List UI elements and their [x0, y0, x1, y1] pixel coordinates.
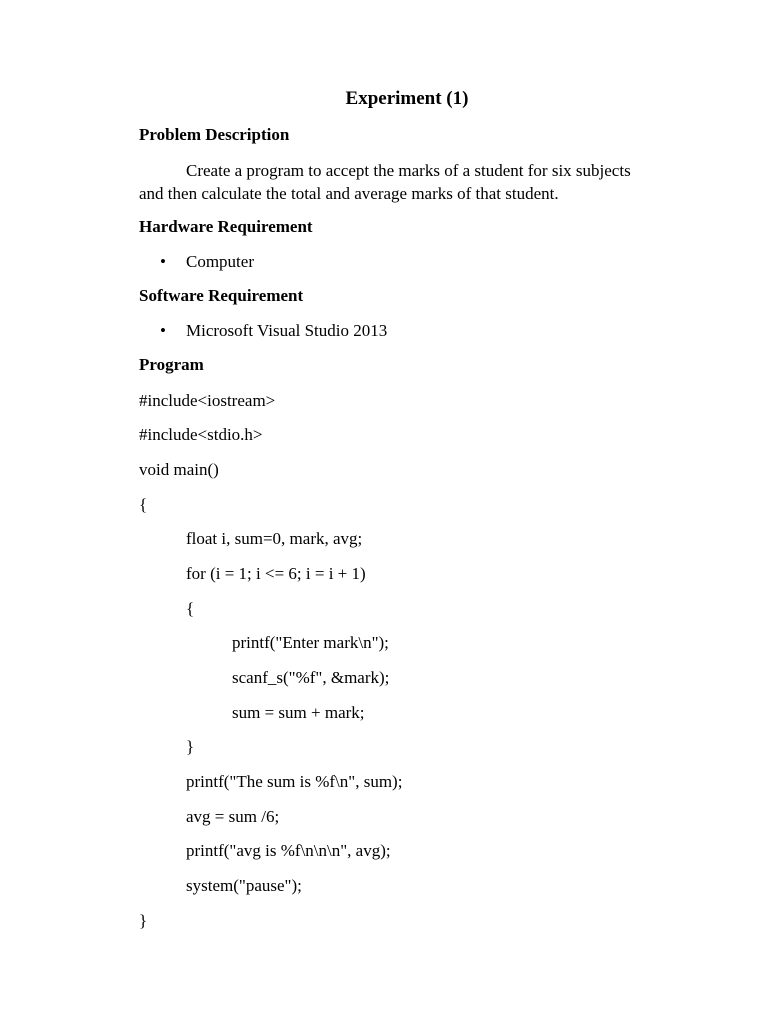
code-line: for (i = 1; i <= 6; i = i + 1): [186, 564, 366, 583]
program-heading: Program: [139, 355, 204, 374]
code-line: }: [139, 911, 148, 930]
code-line: printf("Enter mark\n");: [232, 633, 389, 652]
code-line: {: [139, 495, 148, 514]
hardware-list-item: [160, 251, 254, 273]
code-line: printf("The sum is %f\n", sum);: [186, 772, 403, 791]
code-line: float i, sum=0, mark, avg;: [186, 529, 363, 548]
code-line: void main(): [139, 460, 219, 479]
bullet-icon: •: [160, 252, 166, 271]
code-line: }: [186, 737, 195, 756]
problem-description-heading: Problem Description: [139, 125, 290, 144]
code-line: scanf_s("%f", &mark);: [232, 668, 390, 687]
software-item-label: Microsoft Visual Studio 2013: [186, 321, 388, 340]
code-line: {: [186, 599, 195, 618]
problem-description-line-2: and then calculate the total and average marks of that student.: [139, 184, 559, 203]
code-line: #include<iostream>: [139, 391, 276, 410]
software-list-item: [160, 320, 387, 342]
software-requirement-heading: Software Requirement: [139, 286, 304, 305]
code-line: #include<stdio.h>: [139, 425, 263, 444]
code-line: printf("avg is %f\n\n\n", avg);: [186, 841, 391, 860]
problem-description-line-1: Create a program to accept the marks of a student for six subjects: [186, 161, 631, 180]
code-line: system("pause");: [186, 876, 302, 895]
problem-description-text: [139, 159, 669, 205]
code-line: sum = sum + mark;: [232, 703, 365, 722]
bullet-icon: •: [160, 321, 166, 340]
document-title: Experiment (1): [345, 88, 469, 109]
hardware-item-label: Computer: [186, 252, 254, 271]
hardware-requirement-heading: Hardware Requirement: [139, 217, 313, 236]
code-line: avg = sum /6;: [186, 807, 280, 826]
